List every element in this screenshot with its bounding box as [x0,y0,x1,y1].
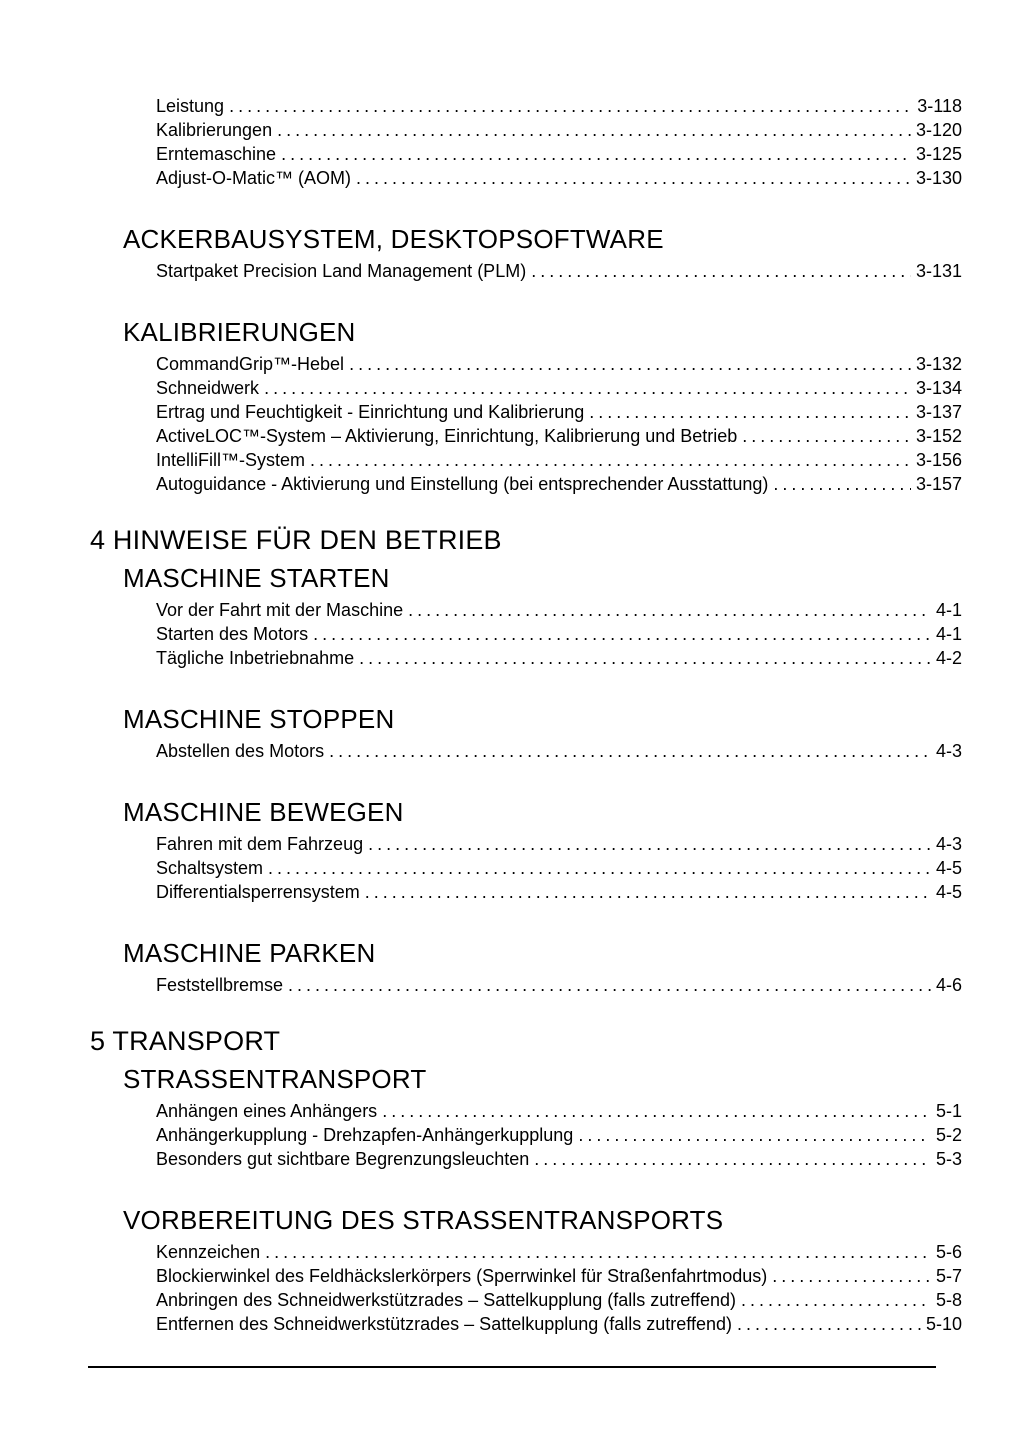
toc-entry-title: Blockierwinkel des Feldhäckslerkörpers (Sperrwinkel für Straßenfahrtmodus) [156,1266,768,1286]
section-heading: MASCHINE BEWEGEN [123,797,404,827]
toc-section [123,1064,962,1171]
toc-entry [156,646,962,670]
dot-leader [408,598,931,622]
dot-leader [313,622,931,646]
dot-leader [281,142,911,166]
dot-leader [264,376,911,400]
toc-entry [156,1312,962,1336]
toc-entry [156,1123,962,1147]
toc-entry-title: Adjust-O-Matic™ (AOM) [156,168,352,188]
dot-leader [288,973,931,997]
dot-leader [382,1099,931,1123]
toc-section [123,317,962,496]
toc-entry-page: 4-1 [935,624,962,644]
toc-entry-page: 4-3 [935,741,962,761]
toc-entry [156,622,962,646]
toc-entry [156,352,962,376]
toc-entry-title: Vor der Fahrt mit der Maschine [156,600,404,620]
dot-leader [737,1312,921,1336]
toc-entry-title: Ertrag und Feuchtigkeit - Einrichtung und Kalibrierung [156,402,585,422]
toc-entry-page: 3-130 [915,168,962,188]
page-divider [88,1366,936,1368]
toc-entry [156,472,962,496]
toc-entry [156,259,962,283]
toc-entry-page: 3-137 [915,402,962,422]
toc-entry-title: Feststellbremse [156,975,284,995]
toc-entry-title: Tägliche Inbetriebnahme [156,648,355,668]
section-heading: VORBEREITUNG DES STRASSENTRANSPORTS [123,1205,724,1235]
toc-entry-title: Anhängen eines Anhängers [156,1101,378,1121]
toc-entry [156,400,962,424]
section-heading: MASCHINE STARTEN [123,563,390,593]
toc-entry-title: Erntemaschine [156,144,277,164]
dot-leader [277,118,911,142]
toc-section [123,224,962,283]
toc-section [156,94,962,190]
toc-entry-page: 5-6 [935,1242,962,1262]
toc-entry-title: Besonders gut sichtbare Begrenzungsleuchten [156,1149,530,1169]
toc-entry-page: 3-156 [915,450,962,470]
toc-entry-page: 3-131 [915,261,962,281]
dot-leader [329,739,931,763]
dot-leader [268,856,931,880]
dot-leader [365,880,931,904]
toc-entry [156,832,962,856]
toc-entry-title: Startpaket Precision Land Management (PLM) [156,261,527,281]
toc-entry [156,448,962,472]
toc-entry-page: 4-5 [935,858,962,878]
toc-entry-page: 3-120 [915,120,962,140]
toc-entry-title: Kennzeichen [156,1242,261,1262]
toc-entry-page: 5-8 [935,1290,962,1310]
toc-entry [156,1147,962,1171]
toc-entry-page: 3-152 [915,426,962,446]
toc-entry-page: 5-10 [925,1314,962,1334]
toc-entry-title: Anbringen des Schneidwerkstützrades – Sattelkupplung (falls zutreffend) [156,1290,737,1310]
chapter-heading: 4 HINWEISE FÜR DEN BETRIEB [90,525,502,555]
toc-entry [156,1240,962,1264]
toc-section [123,704,962,763]
toc-entry-title: Autoguidance - Aktivierung und Einstellung (bei entsprechender Ausstattung) [156,474,769,494]
toc-entry [156,1288,962,1312]
dot-leader [773,472,911,496]
dot-leader [534,1147,931,1171]
toc-entry-page: 4-2 [935,648,962,668]
toc-entry-title: Schaltsystem [156,858,264,878]
toc-entry-page: 4-5 [935,882,962,902]
toc-entry-page: 3-118 [917,96,962,116]
toc-entry [156,1099,962,1123]
toc-entry-page: 4-6 [935,975,962,995]
toc-entry-title: Anhängerkupplung - Drehzapfen-Anhängerkupplung [156,1125,574,1145]
dot-leader [772,1264,931,1288]
dot-leader [531,259,911,283]
toc-entry [156,142,962,166]
toc-entry-page: 3-132 [915,354,962,374]
toc-entry-page: 5-7 [935,1266,962,1286]
section-heading: MASCHINE STOPPEN [123,704,395,734]
dot-leader [589,400,911,424]
section-heading: ACKERBAUSYSTEM, DESKTOPSOFTWARE [123,224,664,254]
dot-leader [310,448,911,472]
toc-entry-page: 5-3 [935,1149,962,1169]
dot-leader [229,94,912,118]
toc-entry [156,166,962,190]
toc-entry-title: Schneidwerk [156,378,260,398]
toc-entry-title: CommandGrip™-Hebel [156,354,345,374]
section-heading: KALIBRIERUNGEN [123,317,356,347]
toc-entry-page: 3-125 [915,144,962,164]
toc-entry-title: Kalibrierungen [156,120,273,140]
toc-entry [156,973,962,997]
dot-leader [578,1123,931,1147]
toc-entry [156,118,962,142]
toc-section [123,563,962,670]
toc-entry-title: Fahren mit dem Fahrzeug [156,834,364,854]
toc-entry [156,94,962,118]
toc-entry [156,1264,962,1288]
toc-entry-title: ActiveLOC™-System – Aktivierung, Einrichtung, Kalibrierung und Betrieb [156,426,738,446]
toc-entry-page: 3-134 [915,378,962,398]
toc-entry-title: Leistung [156,96,225,116]
dot-leader [741,1288,931,1312]
toc-entry-title: Starten des Motors [156,624,309,644]
toc-section [123,1205,962,1336]
toc-entry-page: 4-1 [935,600,962,620]
toc-entry [156,880,962,904]
toc-entry-title: Differentialsperrensystem [156,882,360,902]
toc-entry-page: 3-157 [915,474,962,494]
dot-leader [356,166,911,190]
toc-entry-title: Entfernen des Schneidwerkstützrades – Sattelkupplung (falls zutreffend) [156,1314,732,1334]
dot-leader [349,352,911,376]
toc-entry-page: 4-3 [935,834,962,854]
toc-section [123,938,962,997]
section-heading: STRASSENTRANSPORT [123,1064,427,1094]
toc-entry-title: IntelliFill™-System [156,450,306,470]
toc-entry [156,739,962,763]
chapter-heading: 5 TRANSPORT [90,1026,281,1056]
toc-entry-page: 5-2 [935,1125,962,1145]
section-heading: MASCHINE PARKEN [123,938,376,968]
dot-leader [742,424,911,448]
toc-entry [156,424,962,448]
toc-entry [156,376,962,400]
toc-entry [156,598,962,622]
dot-leader [359,646,931,670]
dot-leader [368,832,931,856]
toc-entry-page: 5-1 [935,1101,962,1121]
toc-entry [156,856,962,880]
dot-leader [265,1240,931,1264]
toc-entry-title: Abstellen des Motors [156,741,325,761]
toc-section [123,797,962,904]
